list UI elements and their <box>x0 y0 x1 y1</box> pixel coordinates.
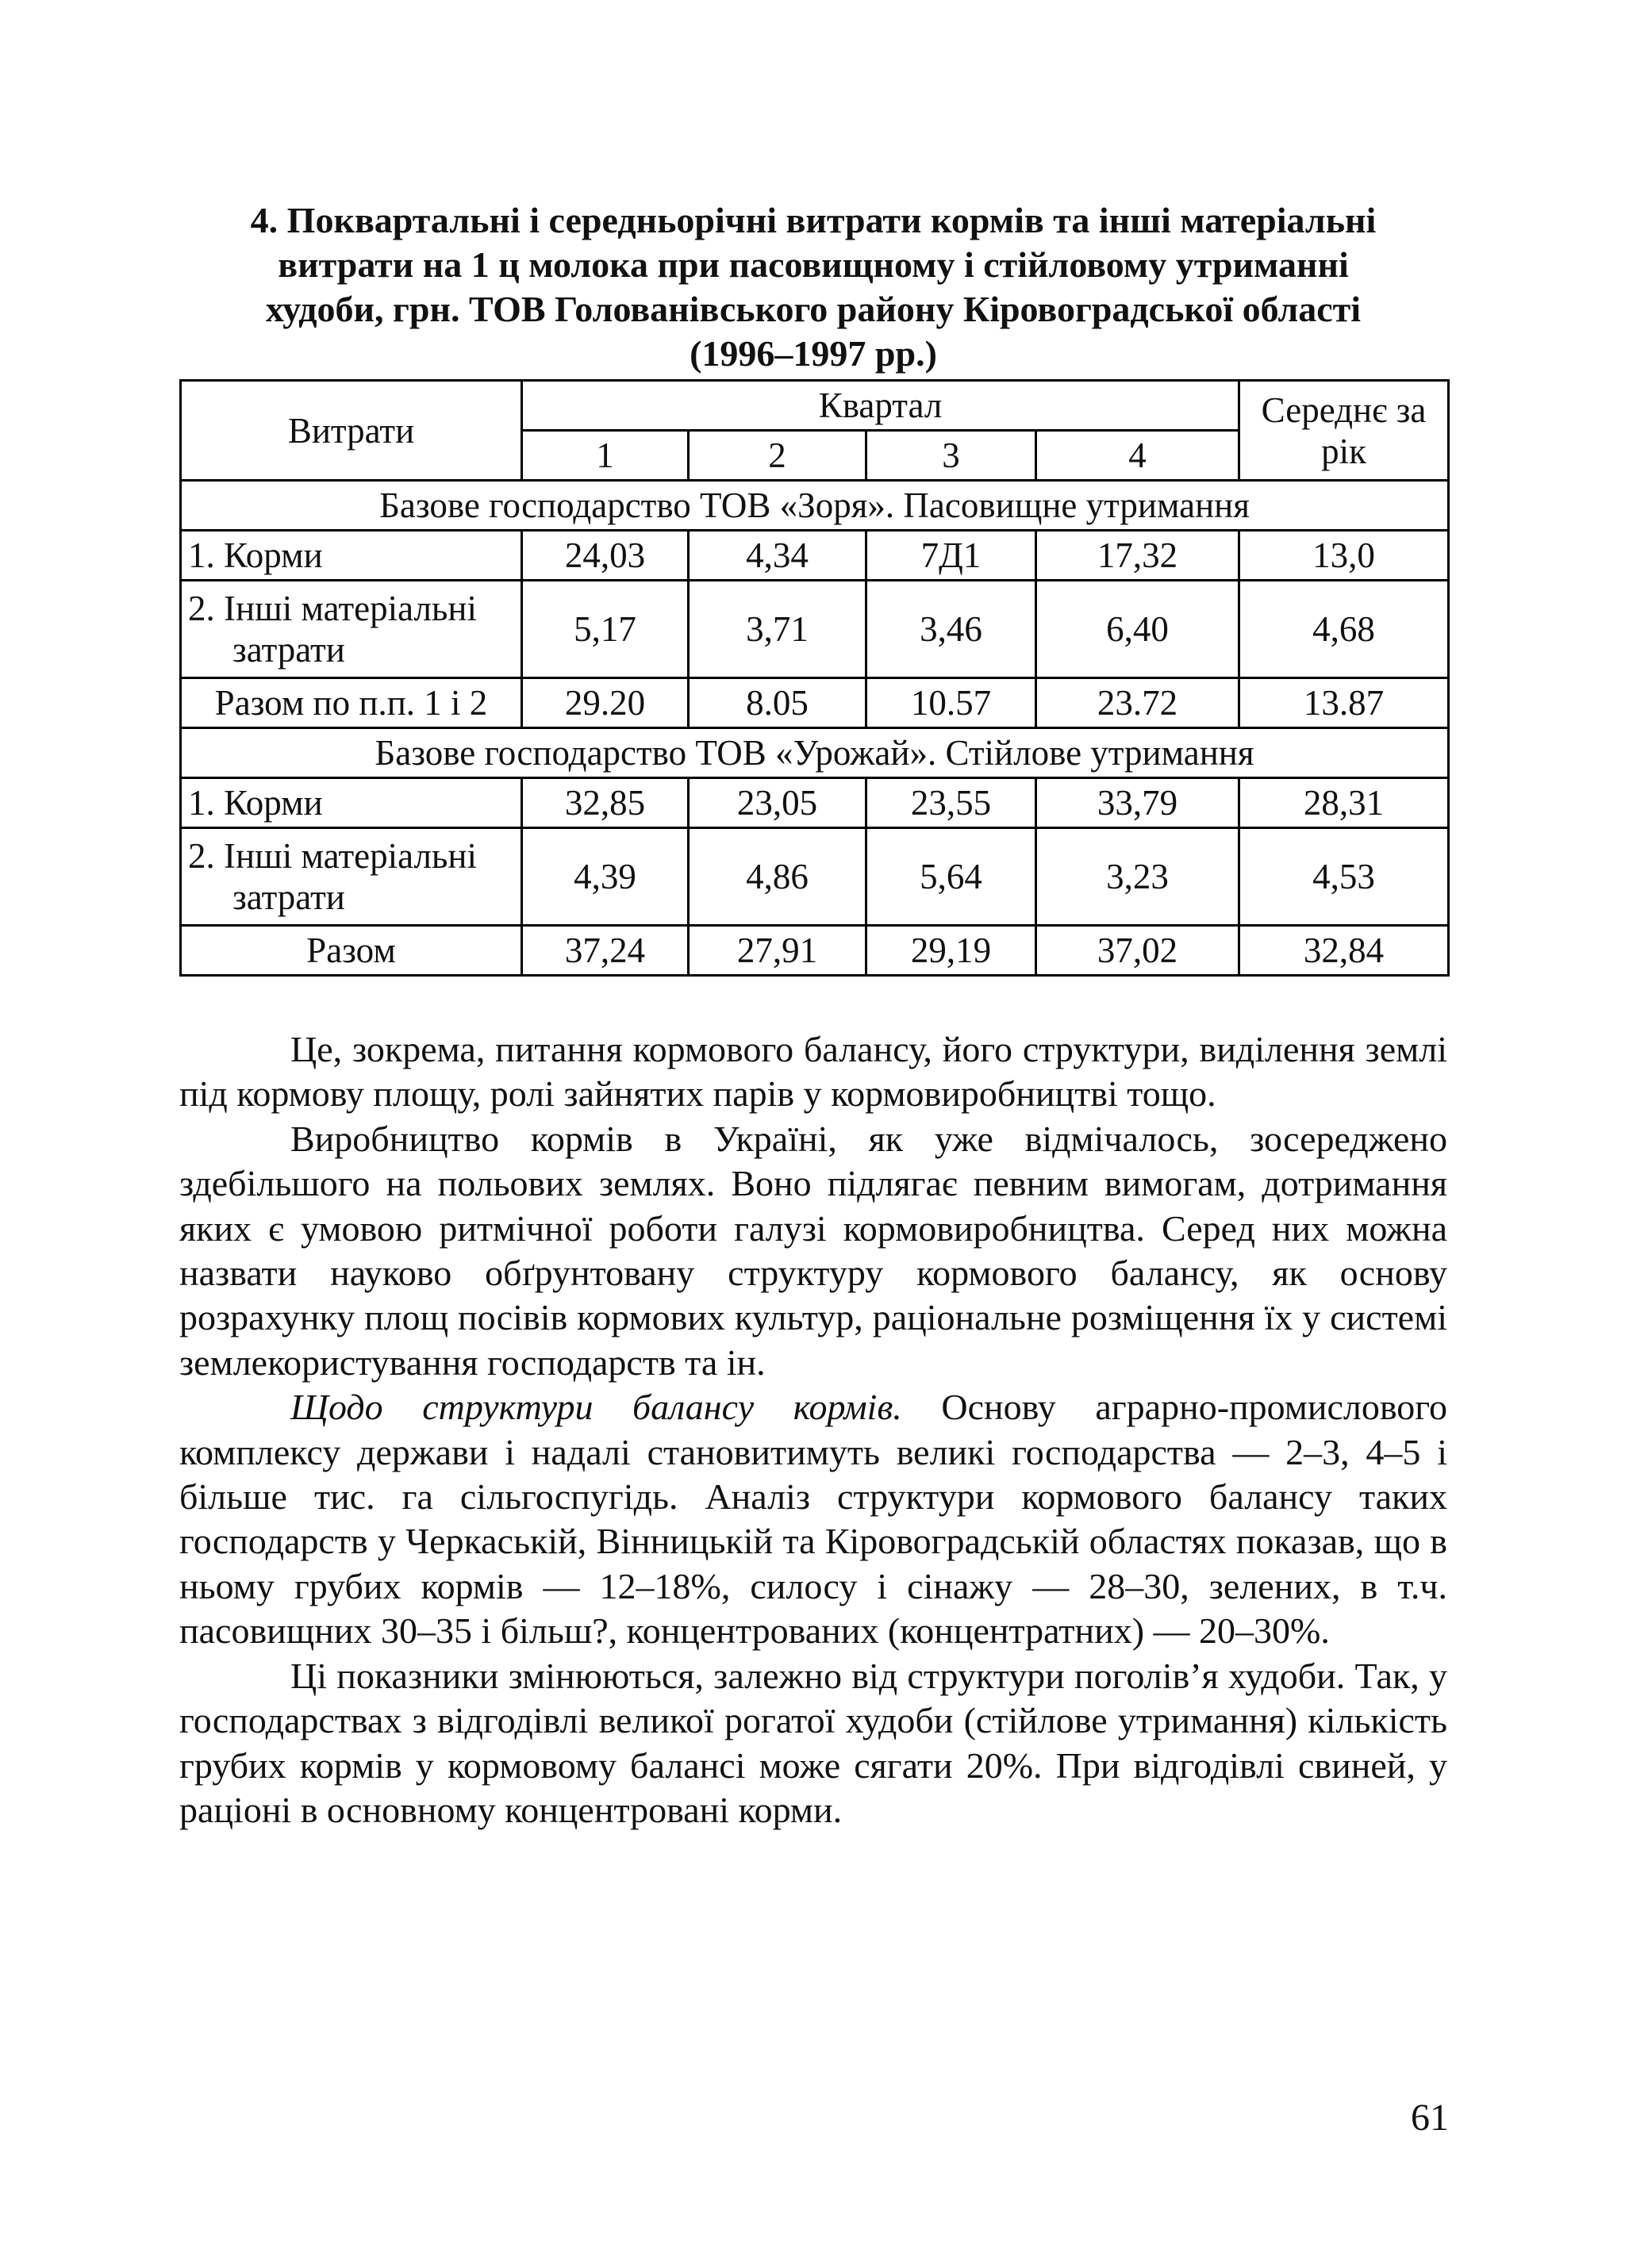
row-label <box>181 581 522 678</box>
cell-q2: 27,91 <box>689 926 866 976</box>
cell-q1: 5,17 <box>522 581 689 678</box>
cell-q1: 4,39 <box>522 828 689 926</box>
table-title <box>159 198 1468 376</box>
row-label: Разом <box>181 926 522 976</box>
header-average <box>1239 381 1449 481</box>
section-title-row <box>181 728 1449 778</box>
cell-q3: 23,55 <box>866 778 1036 828</box>
cell-q3: 10.57 <box>866 678 1036 728</box>
header-costs: Витрати <box>181 381 522 481</box>
row-label-line-2: затрати <box>232 877 345 917</box>
header-q1: 1 <box>522 431 689 481</box>
cell-q1: 24,03 <box>522 531 689 581</box>
paragraph-1: Це, зокрема, питання кормового балансу, його структури, виділення землі під кормову площу, ролі зайнятих парів у кормовиробництві тощо. <box>179 1029 1447 1115</box>
cell-q3: 3,46 <box>866 581 1036 678</box>
cell-q4: 3,23 <box>1036 828 1239 926</box>
paragraph-4: Ці показники змінюються, залежно від структури поголів’я худоби. Так, у господарствах з відгодівлі великої рогатої худоби (стійлове утримання) кількість грубих кормів у кормовому балансі може сягати 20%. При відгодівлі свиней, у раціоні в основному концентровані корми. <box>179 1655 1447 1830</box>
header-quarter: Квартал <box>522 381 1239 431</box>
row-label-line-1: 2. Інші матеріальні <box>188 836 478 876</box>
section-title-row <box>181 481 1449 531</box>
cost-table <box>179 379 1450 977</box>
page-number: 61 <box>1411 2097 1449 2139</box>
cell-q4: 23.72 <box>1036 678 1239 728</box>
cell-q4: 33,79 <box>1036 778 1239 828</box>
header-q3: 3 <box>866 431 1036 481</box>
cell-q4: 17,32 <box>1036 531 1239 581</box>
cell-q4: 6,40 <box>1036 581 1239 678</box>
row-label-line-2: затрати <box>232 630 345 670</box>
cell-q3: 29,19 <box>866 926 1036 976</box>
cell-average: 28,31 <box>1239 778 1449 828</box>
table-header-row <box>181 381 1449 431</box>
table-row <box>181 778 1449 828</box>
cell-average: 4,53 <box>1239 828 1449 926</box>
cell-average: 32,84 <box>1239 926 1449 976</box>
row-label <box>181 828 522 926</box>
paragraph-3 <box>179 1385 1447 1653</box>
row-label: 1. Корми <box>181 531 522 581</box>
header-average-line-1: Середнє за <box>1261 390 1427 430</box>
table-row <box>181 581 1449 678</box>
row-label: Разом по п.п. 1 і 2 <box>181 678 522 728</box>
row-label: 1. Корми <box>181 778 522 828</box>
cell-q1: 29.20 <box>522 678 689 728</box>
header-q2: 2 <box>689 431 866 481</box>
header-average-line-2: рік <box>1321 431 1366 471</box>
table-row <box>181 828 1449 926</box>
title-line-1: 4. Поквартальні і середньорічні витрати кормів та інші матеріальні <box>250 200 1377 240</box>
cell-q2: 8.05 <box>689 678 866 728</box>
title-line-4: (1996–1997 рр.) <box>690 333 937 374</box>
section-1-title: Базове господарство ТОВ «Зоря». Пасовищне утримання <box>181 481 1449 531</box>
title-line-3: худоби, грн. ТОВ Голованівського району Кіровоградської області <box>265 289 1362 329</box>
section-2-title: Базове господарство ТОВ «Урожай». Стійлове утримання <box>181 728 1449 778</box>
paragraph-3-text: Основу аграрно-промислового комплексу держави і надалі становитимуть великі господарства — 2–3, 4–5 і більше тис. га сільгоспугідь. Аналіз структури кормового балансу таких господарств у Черкаській, Вінницькій та Кіровоградській областях показав, що в ньому грубих кормів — 12–18%, силосу і сінажу — 28–30, зелених, в т.ч. пасовищних 30–35 і більш?, концентрованих (концентратних) — 20–30%. <box>179 1387 1447 1652</box>
cell-q2: 3,71 <box>689 581 866 678</box>
header-q4: 4 <box>1036 431 1239 481</box>
cell-average: 13,0 <box>1239 531 1449 581</box>
paragraph-2: Виробництво кормів в Україні, як уже відмічалось, зосереджено здебільшого на польових землях. Воно підлягає певним вимогам, дотримання яких є умовою ритмічної роботи галузі кормовиробництва. Серед них можна назвати науково обґрунтовану структуру кормового балансу, як основу розрахунку площ посівів кормових культур, раціональне розміщення їх у системі землекористування господарств та ін. <box>179 1118 1447 1383</box>
cell-q1: 37,24 <box>522 926 689 976</box>
table-total-row <box>181 678 1449 728</box>
cell-q2: 23,05 <box>689 778 866 828</box>
cell-q4: 37,02 <box>1036 926 1239 976</box>
cell-q2: 4,86 <box>689 828 866 926</box>
row-label-line-1: 2. Інші матеріальні <box>188 589 478 628</box>
body-text <box>179 1027 1447 1832</box>
table-row <box>181 531 1449 581</box>
paragraph-3-italic-lead: Щодо структури балансу кормів. <box>290 1387 902 1428</box>
cell-average: 4,68 <box>1239 581 1449 678</box>
cell-q2: 4,34 <box>689 531 866 581</box>
cell-average: 13.87 <box>1239 678 1449 728</box>
cell-q3: 5,64 <box>866 828 1036 926</box>
cell-q1: 32,85 <box>522 778 689 828</box>
cell-q3: 7Д1 <box>866 531 1036 581</box>
table-total-row <box>181 926 1449 976</box>
title-line-2: витрати на 1 ц молока при пасовищному і стійловому утриманні <box>278 244 1349 285</box>
